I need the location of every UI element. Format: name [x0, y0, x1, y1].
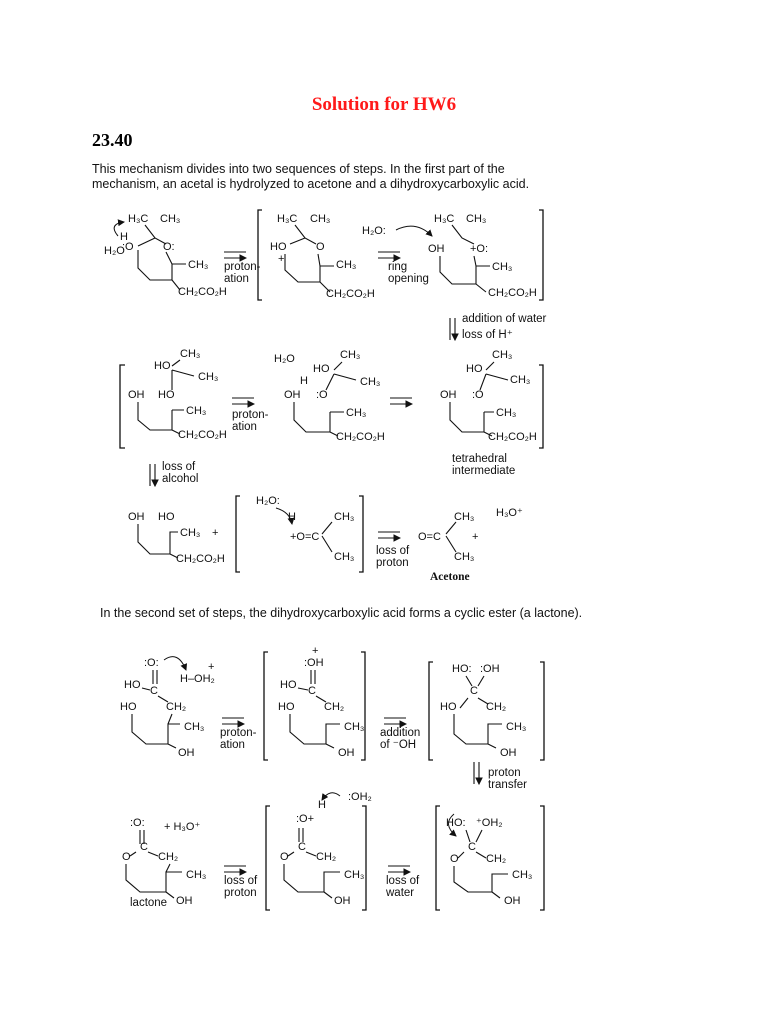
bracket-right [539, 210, 543, 300]
svg-text:HO:: HO: [446, 817, 466, 829]
equilibrium-arrows [222, 718, 244, 724]
bracket-right [359, 496, 363, 572]
problem-number: 23.40 [92, 130, 133, 150]
svg-text:CH₂: CH₂ [166, 701, 187, 713]
svg-text:HO: HO [158, 389, 175, 401]
svg-text:CH₃: CH₃ [186, 405, 207, 417]
svg-text:CH₂CO₂H: CH₂CO₂H [176, 553, 225, 565]
protonated-acetal [270, 213, 375, 300]
step-label: loss of proton [376, 545, 410, 569]
hydronium-ion: H₃O⁺ [496, 507, 523, 519]
step-label: loss of proton [224, 875, 258, 899]
svg-text:CH₃: CH₃ [510, 374, 531, 386]
protonated-tetrahedral [128, 348, 227, 441]
step-label: proton transfer [488, 767, 527, 791]
svg-text:CH₃: CH₃ [340, 349, 361, 361]
svg-text:O: O [122, 851, 131, 863]
svg-text:CH₂CO₂H: CH₂CO₂H [326, 288, 375, 300]
svg-text:HO: HO [154, 360, 171, 372]
svg-text:CH₃: CH₃ [506, 721, 527, 733]
svg-text:C: C [298, 841, 306, 853]
acetone [418, 511, 478, 563]
svg-text:HO:: HO: [452, 663, 472, 675]
svg-text:HO: HO [466, 363, 483, 375]
svg-text::O: :O [472, 389, 484, 401]
svg-text:OH: OH [128, 389, 145, 401]
svg-text:CH₂: CH₂ [316, 851, 337, 863]
svg-text:+: + [212, 527, 219, 539]
bracket-right [540, 806, 544, 910]
svg-text:CH₂CO₂H: CH₂CO₂H [178, 286, 227, 298]
svg-text::O:: :O: [130, 817, 145, 829]
step-label: proton-ation [232, 409, 269, 433]
svg-text:O=C: O=C [418, 531, 441, 543]
svg-text:+: + [278, 253, 285, 265]
step-label: ring opening [388, 261, 429, 285]
svg-text:H₂O:: H₂O: [256, 495, 280, 507]
intermediate-label: tetrahedral intermediate [452, 453, 516, 477]
bracket-left [266, 806, 270, 910]
svg-text:HO: HO [270, 241, 287, 253]
svg-text::OH: :OH [480, 663, 500, 675]
bracket-right [362, 806, 366, 910]
svg-text:CH₃: CH₃ [198, 371, 219, 383]
svg-text:HO: HO [313, 363, 330, 375]
svg-text:CH₃: CH₃ [496, 407, 517, 419]
svg-text:OH: OH [334, 895, 351, 907]
svg-text:H: H [120, 231, 128, 243]
bracket-right [539, 365, 543, 448]
vertical-equilibrium [474, 762, 479, 784]
product-label: Acetone [430, 571, 470, 583]
equilibrium-arrows [378, 532, 400, 538]
svg-text:H: H [288, 511, 296, 523]
svg-text:H: H [300, 375, 308, 387]
svg-text:H₂O:: H₂O: [362, 225, 386, 237]
acetal-starting-material [104, 213, 227, 298]
svg-text:OH: OH [500, 747, 517, 759]
svg-text:CH₃: CH₃ [334, 551, 355, 563]
svg-text::O: :O [122, 241, 134, 253]
step-label: addition of water [462, 313, 547, 325]
svg-text:CH₃: CH₃ [160, 213, 181, 225]
equilibrium-arrows [224, 866, 246, 872]
svg-text:OH: OH [428, 243, 445, 255]
svg-text:OH: OH [128, 511, 145, 523]
svg-text::O+: :O+ [296, 813, 315, 825]
svg-text:CH₃: CH₃ [344, 721, 365, 733]
bracket-left [120, 365, 125, 448]
vertical-equilibrium [150, 464, 155, 486]
vertical-equilibrium [450, 318, 455, 340]
svg-text:CH₃: CH₃ [186, 869, 207, 881]
svg-text:CH₃: CH₃ [346, 407, 367, 419]
svg-text:CH₂CO₂H: CH₂CO₂H [488, 431, 537, 443]
svg-text:CH₂: CH₂ [158, 851, 179, 863]
product-label: lactone [130, 897, 168, 909]
svg-text:H₂O: H₂O [104, 245, 125, 257]
svg-text:CH₃: CH₃ [310, 213, 331, 225]
bracket-left [436, 806, 440, 910]
svg-text:HO: HO [278, 701, 295, 713]
bracket-left [236, 496, 240, 572]
svg-text:H₂O: H₂O [274, 353, 295, 365]
equilibrium-arrows [224, 252, 246, 258]
svg-text:OH: OH [284, 389, 301, 401]
equilibrium-arrows [232, 398, 254, 404]
svg-text:+O=C: +O=C [290, 531, 320, 543]
svg-text:H–OH₂: H–OH₂ [180, 673, 215, 685]
protonated-acid [278, 645, 364, 759]
svg-text:CH₃: CH₃ [188, 259, 209, 271]
dihydroxy-acid [120, 657, 215, 759]
svg-text:H₃C: H₃C [128, 213, 149, 225]
svg-text:CH₂CO₂H: CH₂CO₂H [178, 429, 227, 441]
svg-text:HO: HO [158, 511, 175, 523]
svg-text::O: :O [316, 389, 328, 401]
svg-text::O:: :O: [144, 657, 159, 669]
page-title: Solution for HW6 [311, 94, 457, 115]
bracket-right [361, 652, 365, 760]
svg-text::OH: :OH [304, 657, 324, 669]
svg-text:CH₃: CH₃ [334, 511, 355, 523]
lactone-paragraph: In the second set of steps, the dihydroxycarboxylic acid forms a cyclic ester (a lactone). [100, 606, 583, 620]
svg-text:OH: OH [178, 747, 195, 759]
svg-text:H₃C: H₃C [277, 213, 298, 225]
step-label: loss of alcohol [162, 461, 199, 485]
svg-text:⁺OH₂: ⁺OH₂ [476, 817, 503, 829]
svg-text:CH₂: CH₂ [324, 701, 345, 713]
svg-text:HO: HO [124, 679, 141, 691]
svg-text:HO: HO [120, 701, 137, 713]
svg-text:H₃C: H₃C [434, 213, 455, 225]
svg-text:+: + [312, 645, 319, 657]
diol-acid [128, 511, 225, 565]
svg-text::OH₂: :OH₂ [348, 791, 372, 803]
svg-text:CH₃: CH₃ [492, 349, 513, 361]
intro-paragraph: This mechanism divides into two sequences of steps. In the first part of the mechanism, an acetal is hydrolyzed to acetone and a dihydroxycarboxylic acid. [92, 162, 530, 191]
step-label: addition of ⁻OH [380, 727, 421, 751]
hydronium-ion: + H₃O⁺ [164, 821, 201, 833]
svg-text:OH: OH [504, 895, 521, 907]
tetrahedral-lactol [440, 663, 526, 759]
oxocarbenium-intermediate [362, 213, 537, 299]
svg-text:CH₃: CH₃ [336, 259, 357, 271]
svg-text:HO: HO [440, 701, 457, 713]
svg-text:CH₃: CH₃ [492, 261, 513, 273]
protonated-lactol [446, 814, 532, 907]
svg-text:HO: HO [280, 679, 297, 691]
svg-text:CH₃: CH₃ [180, 527, 201, 539]
svg-text:CH₃: CH₃ [466, 213, 487, 225]
svg-text:C: C [470, 685, 478, 697]
bracket-left [258, 210, 262, 300]
bracket-left [429, 662, 433, 760]
svg-text:OH: OH [440, 389, 457, 401]
equilibrium-arrows [390, 398, 412, 404]
equilibrium-arrows [384, 718, 406, 724]
svg-text:+: + [472, 531, 479, 543]
step-label: loss of water [386, 875, 420, 899]
step-label: loss of H⁺ [462, 329, 513, 341]
svg-text:CH₃: CH₃ [184, 721, 205, 733]
svg-text:O: O [280, 851, 289, 863]
svg-text:C: C [308, 685, 316, 697]
svg-text:CH₃: CH₃ [512, 869, 533, 881]
bracket-left [264, 652, 268, 760]
svg-text:CH₂CO₂H: CH₂CO₂H [488, 287, 537, 299]
svg-text:CH₃: CH₃ [360, 376, 381, 388]
step-label: proton-ation [220, 727, 257, 751]
svg-text:CH₃: CH₃ [344, 869, 365, 881]
svg-text:CH₃: CH₃ [454, 551, 475, 563]
svg-text:CH₂: CH₂ [486, 853, 507, 865]
bracket-right [540, 662, 544, 760]
protonated-lactone [280, 791, 372, 907]
svg-text:O: O [450, 853, 459, 865]
svg-text:+O:: +O: [470, 243, 489, 255]
equilibrium-arrows [388, 866, 410, 872]
svg-text:C: C [468, 841, 476, 853]
tetrahedral-intermediate [440, 349, 537, 443]
svg-text:O:: O: [163, 241, 175, 253]
svg-text:+: + [208, 661, 215, 673]
svg-text:O: O [316, 241, 325, 253]
protonated-acetone [256, 495, 354, 563]
svg-text:H: H [318, 799, 326, 811]
svg-text:C: C [150, 685, 158, 697]
svg-text:OH: OH [176, 895, 193, 907]
svg-text:CH₃: CH₃ [180, 348, 201, 360]
svg-text:OH: OH [338, 747, 355, 759]
water-attack-intermediate [274, 349, 385, 443]
equilibrium-arrows [378, 252, 400, 258]
step-label: proton-ation [224, 261, 261, 285]
svg-text:CH₃: CH₃ [454, 511, 475, 523]
svg-text:CH₂: CH₂ [486, 701, 507, 713]
svg-text:C: C [140, 841, 148, 853]
svg-text:CH₂CO₂H: CH₂CO₂H [336, 431, 385, 443]
